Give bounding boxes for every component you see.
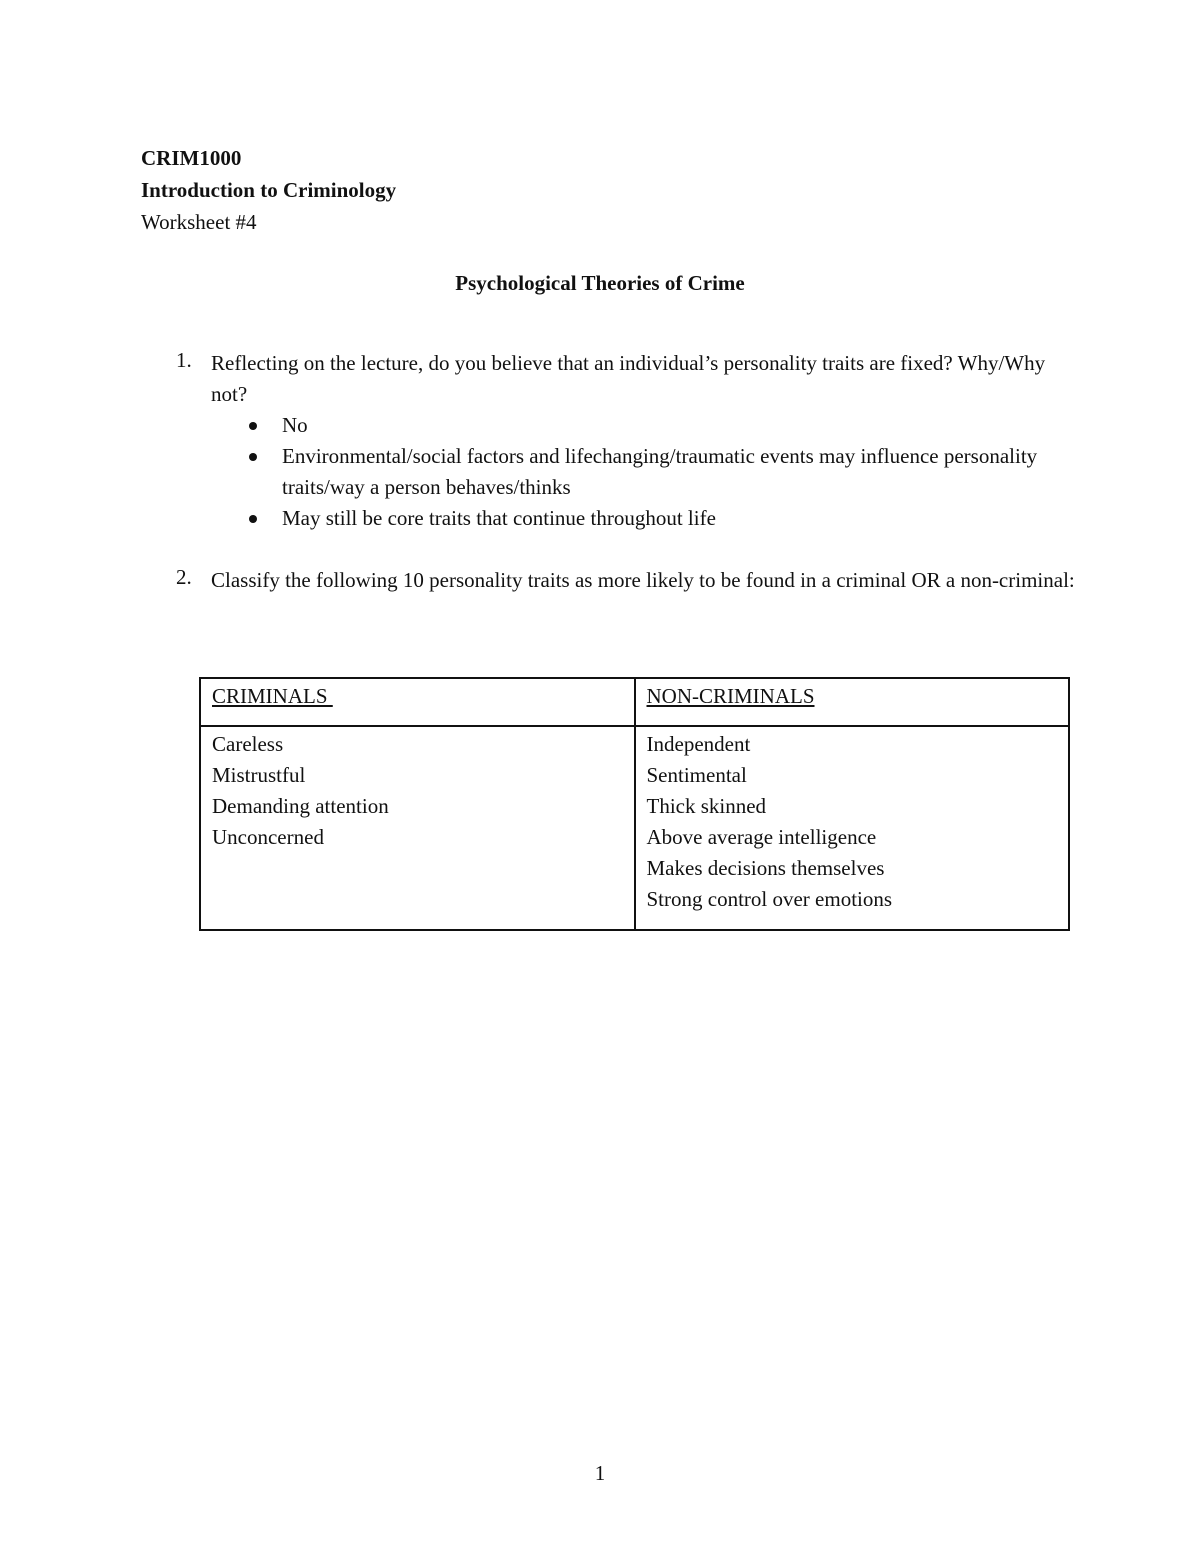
page-number: 1 <box>594 1461 606 1485</box>
question-text: Classify the following 10 personality traits as more likely to be found in a criminal OR a non-criminal: <box>211 568 1075 592</box>
table-header-row <box>200 678 1069 726</box>
header-criminals-label: CRIMINALS <box>212 684 333 708</box>
list-item: Mistrustful <box>212 763 306 787</box>
bullet-icon <box>249 422 257 430</box>
list-item <box>211 410 1076 441</box>
list-item: Careless <box>212 732 284 756</box>
question-2 <box>176 565 1076 596</box>
page-title: Psychological Theories of Crime <box>455 271 745 295</box>
header-non-criminals <box>635 678 1070 726</box>
course-code: CRIM1000 <box>141 146 242 170</box>
header-non-criminals-label: NON-CRIMINALS <box>646 684 815 708</box>
list-item: Makes decisions themselves <box>646 856 885 880</box>
non-criminals-cell <box>635 726 1070 930</box>
list-item: Thick skinned <box>646 794 767 818</box>
question-number: 2. <box>176 565 192 589</box>
traits-table <box>199 677 1070 931</box>
bullet-text: Environmental/social factors and lifechanging/traumatic events may influence personality traits/way a person behaves/thinks <box>282 444 1038 499</box>
list-item <box>211 441 1076 503</box>
bullet-icon <box>249 453 257 461</box>
question-text: Reflecting on the lecture, do you believe that an individual’s personality traits are fixed? Why/Why not? <box>211 351 1046 406</box>
list-item <box>211 503 1076 534</box>
course-name: Introduction to Criminology <box>141 178 397 202</box>
answer-bullets <box>211 410 1076 534</box>
list-item: Above average intelligence <box>646 825 877 849</box>
question-1 <box>176 348 1076 534</box>
list-item: Sentimental <box>646 763 747 787</box>
list-item: Demanding attention <box>212 794 389 818</box>
bullet-text: No <box>282 413 308 437</box>
criminals-cell <box>200 726 635 930</box>
document-header <box>141 143 396 239</box>
header-criminals <box>200 678 635 726</box>
list-item: Independent <box>646 732 751 756</box>
list-item: Unconcerned <box>212 825 324 849</box>
bullet-icon <box>249 515 257 523</box>
table-row <box>200 726 1069 930</box>
question-number: 1. <box>176 348 192 372</box>
worksheet-label: Worksheet #4 <box>141 210 257 234</box>
list-item: Strong control over emotions <box>646 887 893 911</box>
bullet-text: May still be core traits that continue throughout life <box>282 506 716 530</box>
